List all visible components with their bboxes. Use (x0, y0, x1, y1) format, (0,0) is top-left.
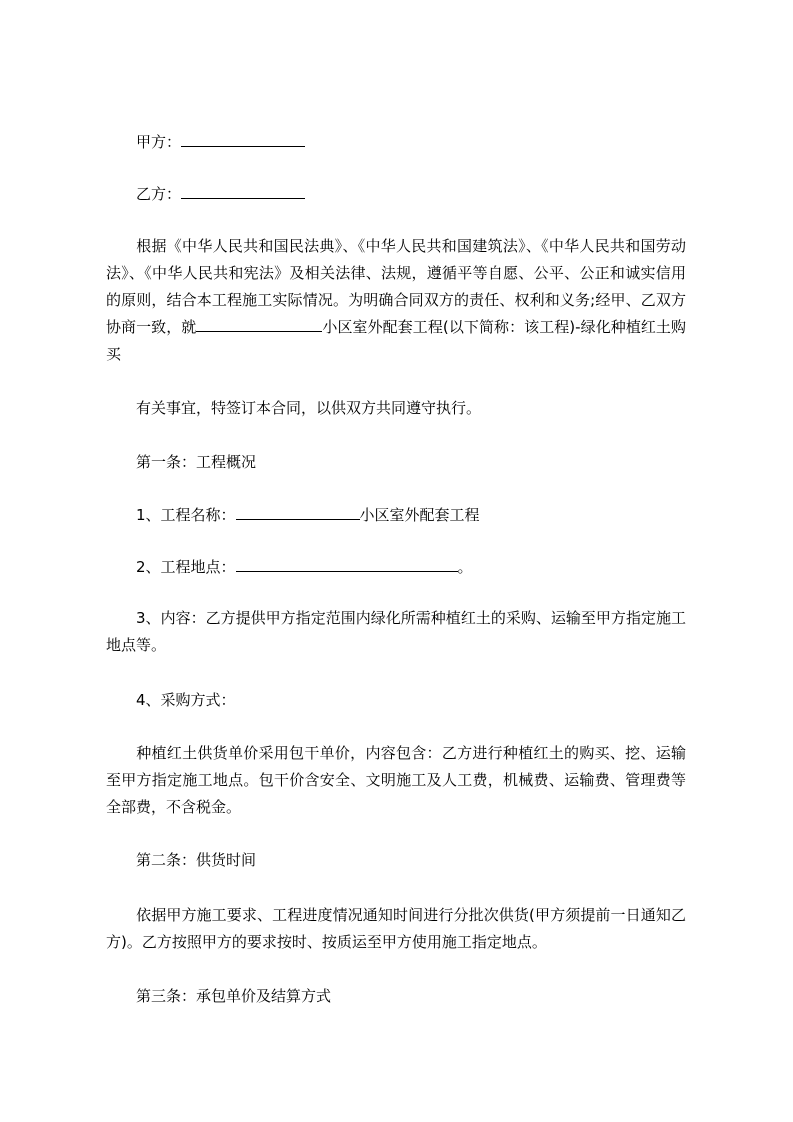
party-a-label: 甲方： (136, 133, 182, 151)
article1-item4-text (106, 740, 686, 821)
item1-blank[interactable] (236, 505, 360, 520)
article2-text (106, 902, 686, 956)
article1-title: 第一条：工程概况 (136, 453, 257, 471)
article1-item3 (106, 605, 686, 659)
item1-suffix: 小区室外配套工程 (359, 506, 480, 524)
preamble-part2: 小区室外配套工程(以下简称：该工程)-绿化种植红土购买 (106, 318, 686, 363)
article1-item2 (136, 557, 473, 577)
article2-title: 第二条：供货时间 (136, 851, 257, 869)
party-a-blank[interactable] (181, 132, 305, 147)
party-b-label: 乙方： (136, 185, 182, 203)
item2-blank[interactable] (236, 557, 458, 572)
item3-text: 3、内容：乙方提供甲方指定范围内绿化所需种植红土的采购、运输至甲方指定施工地点等。 (106, 609, 686, 654)
article1-item1 (136, 505, 480, 525)
party-b-line (136, 184, 305, 204)
article1-item4-label: 4、采购方式： (136, 691, 236, 709)
party-b-blank[interactable] (181, 184, 305, 199)
agreement-line: 有关事宜，特签订本合同，以供双方共同遵守执行。 (136, 399, 482, 417)
article2-body: 依据甲方施工要求、工程进度情况通知时间进行分批次供货(甲方须提前一日通知乙方)。乙方按照甲方的要求按时、按质运至甲方使用施工指定地点。 (106, 906, 686, 951)
preamble-part1: 根据《中华人民共和国民法典》、《中华人民共和国建筑法》、《中华人民共和国劳动法》、《中华人民共和宪法》及相关法律、法规，遵循平等自愿、公平、公正和诚实信用的原则，结合本工程施工实际情况。为明确合同双方的责任、权利和义务;经甲、乙双方协商一致，就 (106, 237, 686, 336)
item2-label: 2、工程地点： (136, 558, 236, 576)
party-a-line (136, 132, 305, 152)
article3-title: 第三条：承包单价及结算方式 (136, 987, 332, 1005)
item2-suffix: 。 (457, 558, 473, 576)
item1-label: 1、工程名称： (136, 506, 236, 524)
preamble-paragraph (106, 233, 686, 368)
project-name-blank[interactable] (196, 317, 322, 332)
item4-text: 种植红土供货单价采用包干单价，内容包含：乙方进行种植红土的购买、挖、运输至甲方指定施工地点。包干价含安全、文明施工及人工费，机械费、运输费、管理费等全部费，不含税金。 (106, 744, 686, 816)
